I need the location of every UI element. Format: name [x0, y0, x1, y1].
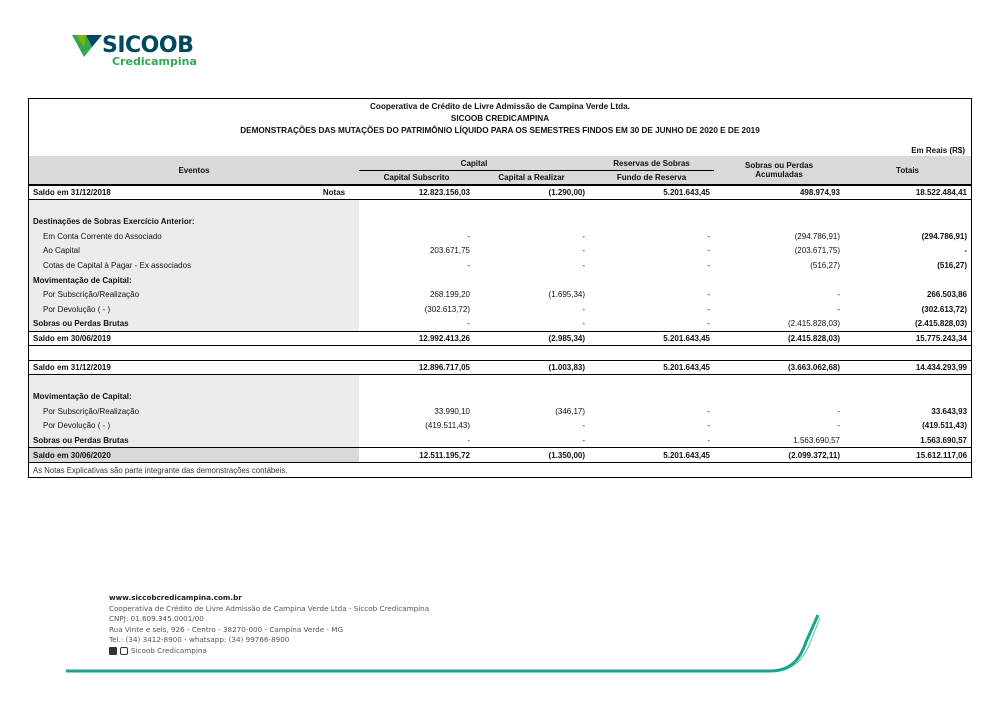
cell-total: 1.563.690,57: [920, 435, 968, 445]
col-capital-realizar: Capital a Realizar: [474, 171, 589, 186]
cell-capital-subscrito: -: [467, 319, 470, 329]
cell-capital-realizar: -: [582, 304, 586, 314]
instagram-icon[interactable]: [120, 647, 128, 655]
cell-total: 33.643,93: [931, 406, 968, 416]
cell-capital-realizar: -: [582, 260, 586, 270]
cell-capital-subscrito: 12.992.413,26: [359, 331, 474, 346]
cell-sobras: (2.415.828,03): [787, 319, 841, 329]
table-row: [29, 317, 971, 332]
equity-table: [29, 156, 971, 477]
cell-capital-realizar: -: [582, 319, 586, 329]
notas-label: Notas: [309, 185, 359, 200]
row-label: Saldo em 31/12/2018: [29, 185, 309, 200]
cell-capital-realizar: (1.695,34): [548, 290, 586, 300]
section-label: Destinações de Sobras Exercício Anterior:: [29, 214, 359, 229]
table-row: [29, 229, 971, 244]
cell-capital-subscrito: (302.613,72): [424, 304, 470, 314]
cell-fundo-reserva: -: [707, 319, 711, 329]
row-label: Sobras ou Perdas Brutas: [29, 317, 359, 332]
spacer-row: [29, 346, 971, 361]
cell-capital-realizar: -: [582, 421, 586, 431]
currency-label: Em Reais (R$): [911, 146, 965, 155]
col-sobras-line1: Sobras ou Perdas: [745, 161, 814, 171]
row-label: Por Subscrição/Realização: [29, 287, 359, 302]
facebook-icon[interactable]: [109, 647, 117, 655]
cell-capital-subscrito: 268.199,20: [429, 290, 470, 300]
row-label: Saldo em 30/06/2019: [29, 331, 359, 346]
table-row-saldo-2018: [29, 185, 971, 200]
cell-total: 18.522.484,41: [844, 185, 971, 200]
cell-capital-realizar: (1.350,00): [474, 448, 589, 463]
cell-capital-realizar: (346,17): [555, 406, 586, 416]
cell-fundo-reserva: 5.201.643,45: [589, 448, 714, 463]
cell-fundo-reserva: -: [707, 304, 711, 314]
col-sobras: [714, 156, 844, 185]
footer-info: [109, 593, 429, 658]
cell-fundo-reserva: -: [707, 246, 711, 256]
cell-total: 15.775.243,34: [844, 331, 971, 346]
col-fundo-reserva: Fundo de Reserva: [589, 171, 714, 186]
row-label: Ao Capital: [29, 244, 359, 259]
cell-total: 266.503,86: [926, 290, 968, 300]
cell-fundo-reserva: -: [707, 435, 711, 445]
row-label: Cotas de Capital à Pagar - Ex associados: [29, 258, 359, 273]
cell-fundo-reserva: -: [707, 260, 711, 270]
cell-capital-subscrito: 33.990,10: [434, 406, 470, 416]
table-row: [29, 419, 971, 434]
cell-fundo-reserva: 5.201.643,45: [589, 331, 714, 346]
cell-sobras: (2.415.828,03): [714, 331, 844, 346]
cell-fundo-reserva: -: [707, 231, 711, 241]
footer-cnpj-line: CNPJ: 01.609.345.0001/00: [109, 614, 204, 623]
cell-capital-subscrito: -: [467, 231, 470, 241]
cell-fundo-reserva: -: [707, 406, 711, 416]
row-label: Saldo em 30/06/2020: [29, 448, 359, 463]
cell-capital-realizar: -: [582, 231, 586, 241]
table-row: [29, 287, 971, 302]
cell-sobras: 1.563.690,57: [793, 435, 841, 445]
logo-brand-text: SICOOB: [102, 33, 194, 58]
cell-capital-realizar: -: [582, 246, 586, 256]
cell-capital-realizar: (1.290,00): [474, 185, 589, 200]
footer-address-line: Rua Vinte e seis, 926 - Centro - 38270-000 - Campina Verde - MG: [109, 624, 344, 634]
cell-sobras: (516,27): [810, 260, 841, 270]
company-short-name: SICOOB CREDICAMPINA: [450, 114, 550, 123]
equity-statement: [28, 98, 972, 478]
table-row-section: [29, 390, 971, 405]
cell-capital-subscrito: 203.671,75: [429, 246, 470, 256]
cell-capital-realizar: -: [582, 435, 586, 445]
table-row: [29, 244, 971, 259]
footer-phone-line: Tel.: (34) 3412-8900 - whatsapp: (34) 99766-8900: [109, 635, 290, 644]
section-label: Movimentação de Capital:: [29, 390, 359, 405]
statement-title: DEMONSTRAÇÕES DAS MUTAÇÕES DO PATRIMÔNIO LÍQUIDO PARA OS SEMESTRES FINDOS EM 30 DE JUNHO DE 2020 E DE 2019: [240, 126, 760, 135]
col-totais: Totais: [844, 156, 971, 185]
table-row: [29, 404, 971, 419]
cell-sobras: -: [837, 421, 841, 431]
cell-sobras: -: [837, 406, 841, 416]
row-label: Por Devolução ( - ): [29, 419, 359, 434]
cell-capital-realizar: (2.985,34): [474, 331, 589, 346]
cell-total: (516,27): [937, 260, 968, 270]
table-row-saldo-2020-06: [29, 448, 971, 463]
cell-total: (302.613,72): [921, 304, 968, 314]
footer-website-link[interactable]: www.siccobcredicampina.com.br: [109, 593, 242, 602]
footer-social-handle: Sicoob Credicampina: [131, 645, 207, 655]
table-row: [29, 302, 971, 317]
cell-sobras: (294.786,91): [794, 231, 841, 241]
cell-capital-subscrito: 12.896.717,05: [359, 360, 474, 375]
cell-fundo-reserva: -: [707, 290, 711, 300]
cell-total: -: [964, 246, 968, 256]
footer-social: [109, 646, 207, 657]
row-label: Sobras ou Perdas Brutas: [29, 433, 359, 448]
col-reservas: Reservas de Sobras: [589, 156, 714, 171]
row-label: Em Conta Corrente do Associado: [29, 229, 359, 244]
cell-total: 14.434.293,99: [844, 360, 971, 375]
cell-capital-subscrito: -: [467, 435, 470, 445]
table-row-saldo-2019-06: [29, 331, 971, 346]
section-label: Movimentação de Capital:: [29, 273, 359, 288]
cell-sobras: 498.974,93: [714, 185, 844, 200]
col-capital-subscrito: Capital Subscrito: [359, 171, 474, 186]
table-row: [29, 258, 971, 273]
cell-capital-subscrito: 12.511.195,72: [359, 448, 474, 463]
cell-total: (2.415.828,03): [914, 319, 968, 329]
cell-total: (419.511,43): [922, 421, 968, 431]
cell-sobras: (2.099.372,11): [714, 448, 844, 463]
cell-sobras: (203.671,75): [794, 246, 841, 256]
row-label: Por Subscrição/Realização: [29, 404, 359, 419]
statement-titles: [29, 99, 971, 137]
cell-capital-subscrito: (419.511,43): [425, 421, 470, 431]
cell-total: (294.786,91): [921, 231, 968, 241]
cell-total: 15.612.117,06: [844, 448, 971, 463]
header-row-1: [29, 156, 971, 171]
spacer-row: [29, 200, 971, 215]
notes-row: [29, 462, 971, 477]
cell-fundo-reserva: -: [707, 421, 711, 431]
cell-sobras: -: [837, 304, 841, 314]
sicoob-logo-mark-icon: [72, 33, 104, 59]
cell-sobras: -: [837, 290, 841, 300]
logo-sub-text: Credicampina: [112, 55, 197, 68]
table-row-section: [29, 273, 971, 288]
sicoob-logo: [72, 33, 212, 73]
table-row: [29, 433, 971, 448]
table-row-saldo-2019-12: [29, 360, 971, 375]
cell-capital-subscrito: -: [467, 260, 470, 270]
cell-fundo-reserva: 5.201.643,45: [589, 360, 714, 375]
table-row-section: [29, 214, 971, 229]
footer-company-line: Cooperativa de Crédito de Livre Admissão de Campina Verde Ltda - Siccob Credicampina: [109, 603, 430, 613]
cell-capital-realizar: (1.003,83): [474, 360, 589, 375]
explanatory-note: As Notas Explicativas são parte integrante das demonstrações contábeis.: [29, 462, 971, 477]
cell-capital-subscrito: 12.823.156,03: [359, 185, 474, 200]
row-label: Por Devolução ( - ): [29, 302, 359, 317]
cell-sobras: (3.663.062,68): [714, 360, 844, 375]
col-eventos: Eventos: [29, 156, 359, 185]
col-capital: Capital: [359, 156, 589, 171]
col-sobras-line2: Acumuladas: [755, 170, 803, 180]
company-name: Cooperativa de Crédito de Livre Admissão de Campina Verde Ltda.: [370, 102, 630, 111]
spacer-row: [29, 375, 971, 390]
cell-fundo-reserva: 5.201.643,45: [589, 185, 714, 200]
row-label: Saldo em 31/12/2019: [29, 360, 359, 375]
